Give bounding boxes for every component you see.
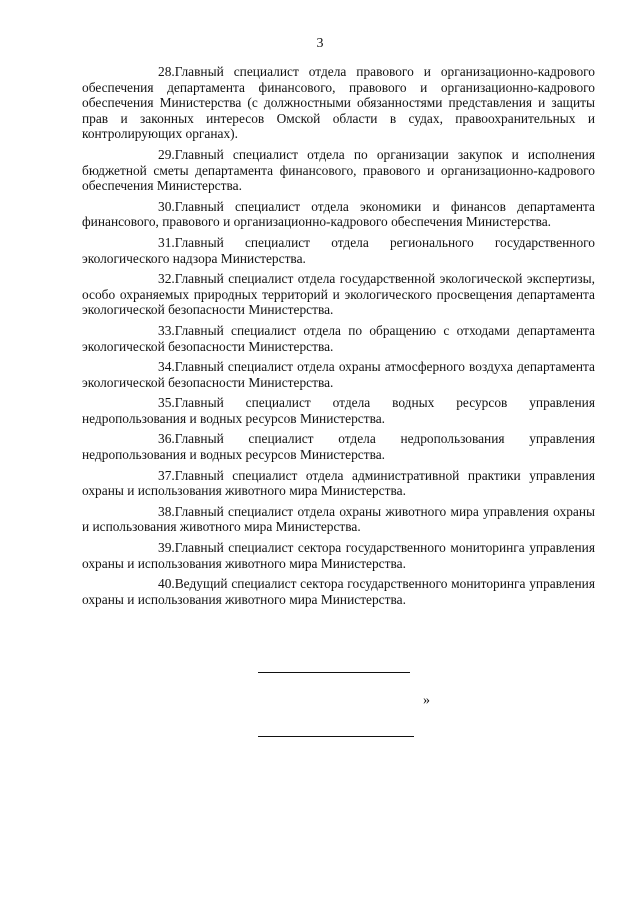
item-text: Главный специалист отдела государственной экологической экспертизы, особо охраняемых природных территорий и экологического просвещения департамента экологической безопасности Министерства. [82, 271, 595, 318]
item-number: 34. [158, 359, 175, 375]
item-text: Главный специалист сектора государственного мониторинга управления охраны и использования животного мира Министерства. [82, 540, 595, 571]
item-text: Ведущий специалист сектора государственного мониторинга управления охраны и использования животного мира Министерства. [82, 576, 595, 607]
item-text: Главный специалист отдела охраны атмосферного воздуха департамента экологической безопасности Министерства. [82, 359, 595, 390]
item-text: Главный специалист отдела по организации закупок и исполнения бюджетной сметы департамента финансового, правового и организационно-кадрового обеспечения Министерства. [82, 146, 595, 194]
list-item [82, 199, 595, 230]
list-item [82, 235, 595, 266]
item-number: 32. [158, 271, 175, 287]
separator-line-bottom [258, 736, 414, 737]
list-item [82, 540, 595, 571]
item-text: Главный специалист отдела регионального государственного экологического надзора Министерства. [82, 234, 595, 266]
item-text: Главный специалист отдела недропользования управления недропользования и водных ресурсов Министерства. [82, 431, 595, 463]
item-text: Главный специалист отдела водных ресурсов управления недропользования и водных ресурсов Министерства. [82, 395, 595, 426]
list-item [82, 271, 595, 318]
page-number: 3 [316, 36, 324, 51]
item-number: 37. [158, 467, 175, 483]
list-item [82, 431, 595, 462]
item-text: Главный специалист отдела охраны животного мира управления охраны и использования животного мира Министерства. [82, 503, 595, 535]
item-number: 35. [158, 395, 175, 411]
item-number: 38. [158, 503, 175, 519]
item-text: Главный специалист отдела экономики и финансов департамента финансового, правового и организационно-кадрового обеспечения Министерства. [82, 198, 595, 230]
closing-quote-mark: » [423, 693, 430, 708]
list-item [82, 504, 595, 535]
item-number: 30. [158, 198, 175, 214]
list-item [82, 468, 595, 499]
list-item [82, 576, 595, 607]
item-text: Главный специалист отдела правового и организационно-кадрового обеспечения департамента финансового, правового и организационно-кадрового обеспечения Министерства (с должностными обязанностями представления и защиты прав и законных интересов Омской области в судах, правоохранительных и контролирующих органах). [82, 64, 595, 142]
item-number: 29. [158, 146, 175, 162]
list-item [82, 323, 595, 354]
item-number: 33. [158, 322, 175, 338]
item-text: Главный специалист отдела административной практики управления охраны и использования животного мира Министерства. [82, 467, 595, 499]
list-item [82, 64, 595, 142]
item-text: Главный специалист отдела по обращению с отходами департамента экологической безопасности Министерства. [82, 322, 595, 354]
item-number: 28. [158, 64, 175, 79]
position-list [82, 64, 595, 612]
separator-line-top [258, 672, 410, 673]
list-item [82, 395, 595, 426]
item-number: 40. [158, 576, 175, 592]
list-item [82, 359, 595, 390]
list-item [82, 147, 595, 194]
item-number: 31. [158, 234, 175, 250]
item-number: 39. [158, 540, 175, 556]
item-number: 36. [158, 431, 175, 447]
